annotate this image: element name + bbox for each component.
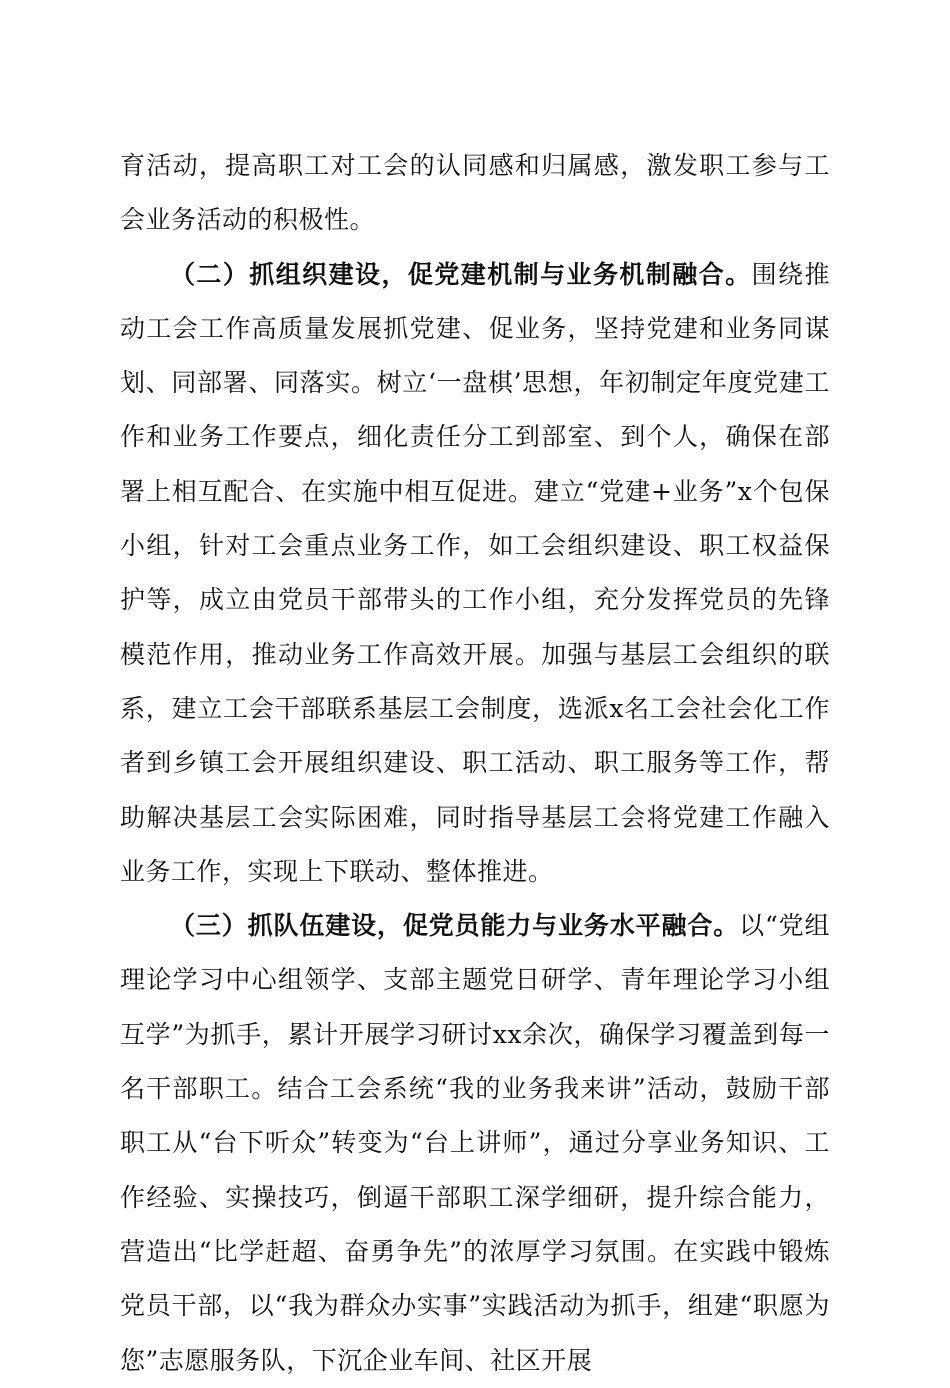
paragraph-text: 围绕推动工会工作高质量发展抓党建、促业务，坚持党建和业务同谋划、同部署、同落实。树立‘一盘棋’思想，年初制定年度党建工作和业务工作要点，细化责任分工到部室、到个人，确保在部署上相互配合、在实施中相互促进。建立“党建+业务”x个包保小组，针对工会重点业务工作，如工会组织建设、职工权益保护等，成立由党员干部带头的工作小组，充分发挥党员的先锋模范作用，推动业务工作高效开展。加强与基层工会组织的联系，建立工会干部联系基层工会制度，选派x名工会社会化工作者到乡镇工会开展组织建设、职工活动、职工服务等工作，帮助解决基层工会实际困难，同时指导基层工会将党建工作融入业务工作，实现上下联动、整体推进。	[120, 259, 830, 886]
paragraph-continuation	[120, 139, 830, 248]
paragraph-team-building	[120, 899, 830, 1388]
paragraph-text: 以“党组理论学习中心组领学、支部主题党日研学、青年理论学习小组互学”为抓手，累计开展学习研讨xx余次，确保学习覆盖到每一名干部职工。结合工会系统“我的业务我来讲”活动，鼓励干部职工从“台下听众”转变为“台上讲师”，通过分享业务知识、工作经验、实操技巧，倒逼干部职工深学细研，提升综合能力，营造出“比学赶超、奋勇争先”的浓厚学习氛围。在实践中锻炼党员干部，以“我为群众办实事”实践活动为抓手，组建“职愿为您”志愿服务队，下沉企业车间、社区开展	[120, 911, 830, 1375]
section-heading-three: （三）抓队伍建设，促党员能力与业务水平融合。	[170, 911, 740, 941]
paragraph-text: 育活动，提高职工对工会的认同感和归属感，激发职工参与工会业务活动的积极性。	[120, 151, 830, 235]
paragraph-organization-building	[120, 248, 830, 900]
section-heading-two: （二）抓组织建设，促党建机制与业务机制融合。	[170, 259, 752, 289]
document-body	[120, 139, 830, 1388]
